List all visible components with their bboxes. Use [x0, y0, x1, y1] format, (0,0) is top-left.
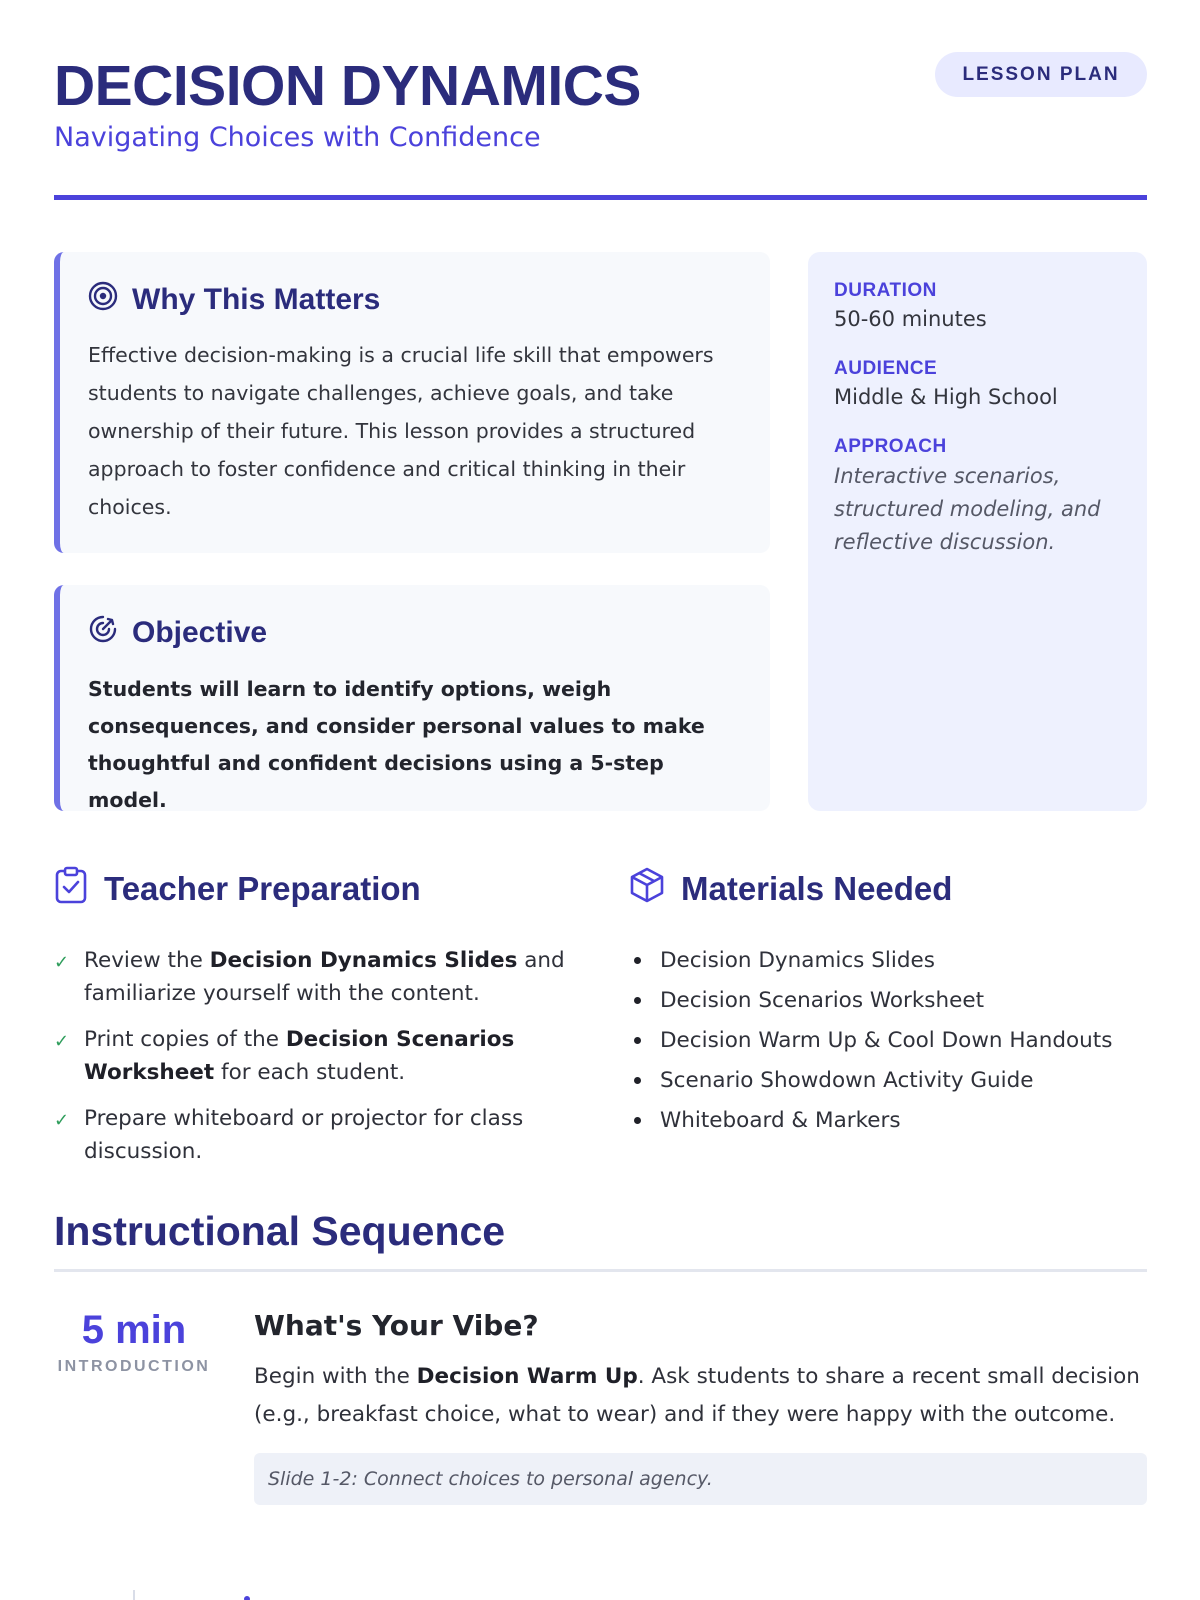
why-this-matters-card — [54, 252, 770, 553]
why-card-header — [88, 282, 742, 318]
step-phase: INTRODUCTION — [57, 1358, 211, 1375]
approach-label: APPROACH — [834, 436, 947, 457]
step-time-block — [54, 1306, 214, 1376]
objective-card-header — [88, 615, 742, 651]
approach-value: Interactive scenarios, structured modeling, and reflective discussion. — [834, 464, 1101, 554]
teacher-prep-header — [54, 864, 574, 914]
prep-checklist — [54, 944, 574, 1168]
instructional-sequence-title: Instructional Sequence — [54, 1208, 1147, 1272]
materials-title: Materials Needed — [681, 870, 953, 907]
list-item: ✓ Print copies of the Decision Scenarios Worksheet for each student. — [54, 1027, 515, 1085]
duration-value: 50-60 minutes — [834, 307, 987, 331]
checkmark-icon: ✓ — [54, 952, 70, 973]
target-icon — [88, 281, 132, 319]
list-item: Decision Scenarios Worksheet — [629, 984, 1149, 1017]
materials-list — [629, 944, 1149, 1137]
list-item: Decision Warm Up & Cool Down Handouts — [629, 1024, 1149, 1057]
list-item: Scenario Showdown Activity Guide — [629, 1064, 1149, 1097]
clipboard-check-icon — [54, 866, 104, 912]
step-description: Begin with the Decision Warm Up. Ask students to share a recent small decision (e.g., breakfast choice, what to wear) and if they were happy with the outcome. — [254, 1364, 1140, 1427]
overview-section — [54, 252, 1147, 812]
step-duration: 5 min — [81, 1308, 187, 1352]
prep-materials-section — [54, 864, 1147, 1204]
timeline-dot — [244, 1596, 250, 1600]
audience-label: AUDIENCE — [834, 358, 938, 379]
page-title: DECISION DYNAMICS — [54, 54, 641, 118]
checkmark-icon: ✓ — [54, 1031, 70, 1052]
teacher-prep-title: Teacher Preparation — [104, 870, 421, 907]
timeline-connector — [133, 1590, 135, 1600]
why-card-title: Why This Matters — [132, 283, 381, 316]
sequence-step — [54, 1306, 1147, 1566]
list-item: ✓ Review the Decision Dynamics Slides and familiarize yourself with the content. — [54, 948, 565, 1006]
materials-header — [629, 864, 1149, 914]
checkmark-icon: ✓ — [54, 1110, 70, 1131]
list-item: Decision Dynamics Slides — [629, 944, 1149, 977]
list-item: ✓ Prepare whiteboard or projector for class discussion. — [54, 1106, 524, 1164]
teacher-prep-column — [54, 864, 574, 1181]
audience-value: Middle & High School — [834, 385, 1058, 409]
objective-card — [54, 585, 770, 811]
duration-label: DURATION — [834, 280, 937, 301]
objective-card-body: Students will learn to identify options, weigh consequences, and consider personal values to make thoughtful and confident decisions using a 5-step model. — [88, 677, 705, 812]
step-content — [254, 1306, 1147, 1505]
lesson-plan-badge: LESSON PLAN — [935, 52, 1147, 97]
slide-note: Slide 1-2: Connect choices to personal agency. — [254, 1453, 1147, 1505]
materials-column — [629, 864, 1149, 1144]
lesson-meta-panel — [808, 252, 1147, 811]
header — [54, 0, 1147, 200]
step-title: What's Your Vibe? — [254, 1309, 539, 1342]
why-card-body: Effective decision-making is a crucial life skill that empowers students to navigate challenges, achieve goals, and take ownership of their future. This lesson provides a structured approach to foster confidence and critical thinking in their choices. — [88, 343, 714, 519]
package-icon — [629, 866, 681, 912]
list-item: Whiteboard & Markers — [629, 1104, 1149, 1137]
objective-card-title: Objective — [132, 616, 268, 649]
goal-icon — [88, 614, 132, 652]
page-subtitle: Navigating Choices with Confidence — [54, 122, 541, 153]
